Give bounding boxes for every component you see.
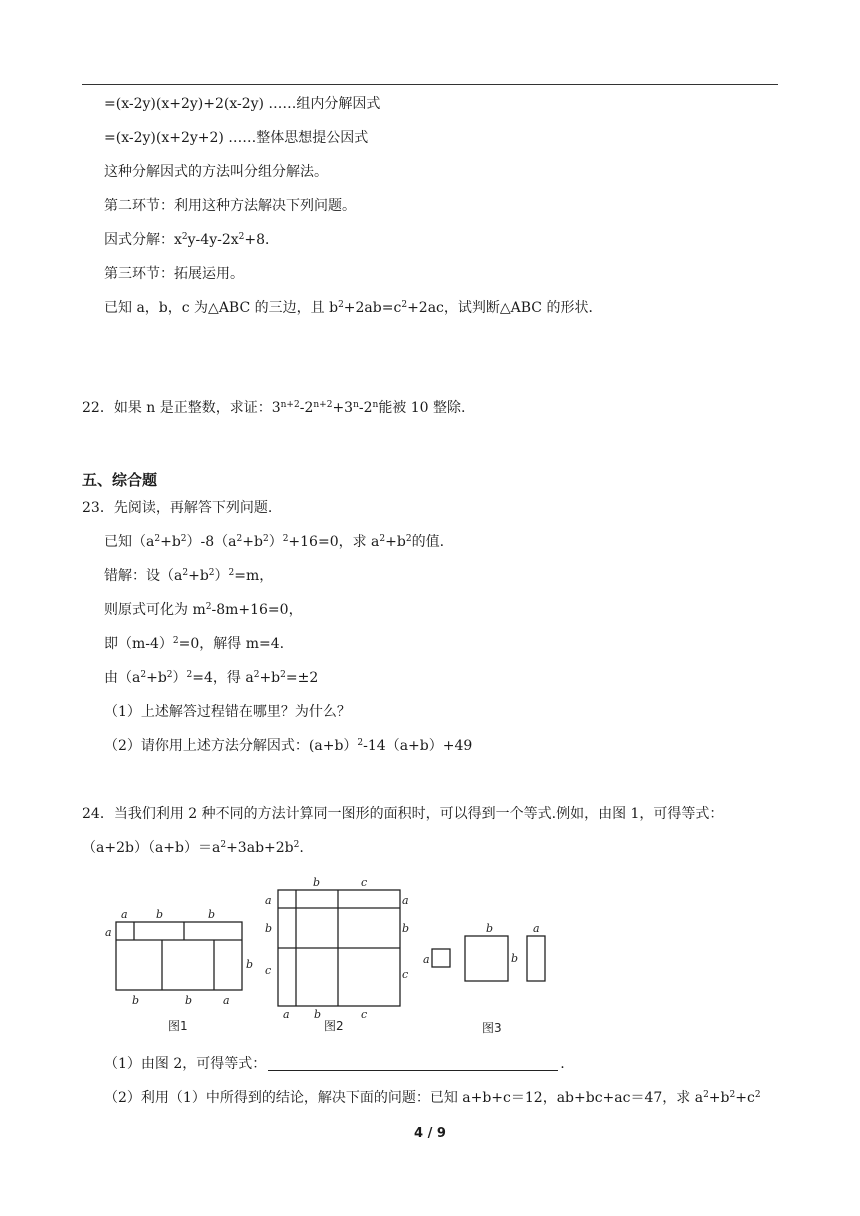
fig3-small-label: a (423, 953, 430, 966)
question-24-intro: 24．当我们利用 2 种不同的方法计算同一图形的面积时，可以得到一个等式.例如，由图 1，可得等式： (82, 806, 724, 822)
triangle-task: 已知 a，b，c 为△ABC 的三边，且 $b^2+2ab=c^2+2ac$，试判断△ABC 的形状． (104, 300, 603, 316)
header-rule (82, 84, 778, 85)
figure-2 (265, 876, 409, 1033)
q23-line3: 则原式可化为 $m^2-8m+16=0$， (104, 602, 303, 618)
question-23-intro: 23．先阅读，再解答下列问题. (82, 500, 273, 516)
fig2-right-label: c (402, 968, 409, 981)
q24-example-equation: $(a+2b)(a+b)=a^2+3ab+2b^2$. (82, 840, 304, 856)
section3-title: 第三环节：拓展运用。 (104, 266, 244, 282)
fig2-bottom-label: a (283, 1008, 290, 1021)
question-22: 22．如果 n 是正整数，求证：$3^{n+2}-2^{n+2}+3^n-2^n$能被 10 整除. (82, 400, 466, 416)
fig1-caption: 图1 (168, 1019, 188, 1033)
q23-part1: （1）上述解答过程错在哪里？为什么？ (104, 704, 351, 720)
fig1-top-label: a (121, 908, 128, 921)
q24-part2: （2）利用（1）中所得到的结论，解决下面的问题：已知 a+b+c＝12，ab+bc+ac＝47，求 $a^2+b^2+c^2$ (104, 1090, 761, 1106)
q23-line4: 即$(m-4)^2=0$，解得 m=4. (104, 636, 285, 652)
q23-line1: 已知$(a^2+b^2)-8(a^2+b^2)^2+16=0$，求 $a^2+b^2$的值. (104, 534, 445, 550)
fig2-left-label: b (265, 922, 273, 935)
continued-step2: =(x-2y)(x+2y+2) ……整体思想提公因式 (104, 130, 369, 146)
figures-diagram (96, 870, 576, 1040)
figure-3 (423, 922, 545, 1035)
fig3-square-right: b (511, 952, 519, 965)
continued-step1: =(x-2y)(x+2y)+2(x-2y) ……组内分解因式 (104, 96, 381, 112)
q23-part2: （2）请你用上述方法分解因式：(a+b）$^2$-14（a+b）+49 (104, 738, 473, 754)
fig2-left-label: a (265, 894, 272, 907)
fig2-bottom-label: c (361, 1008, 368, 1021)
fig2-left-label: c (265, 964, 272, 977)
fig3-square-top: b (486, 922, 494, 935)
fig1-bottom-label: a (223, 994, 230, 1007)
fig2-right-label: a (402, 894, 409, 907)
fig3-caption: 图3 (482, 1021, 502, 1035)
fig1-left-label: a (105, 926, 112, 939)
fig2-caption: 图2 (324, 1019, 344, 1033)
fig2-top-label: b (313, 876, 321, 889)
q23-line2: 错解：设$(a^2+b^2)^2=m$， (104, 568, 274, 584)
fig3-rect-top: a (533, 922, 540, 935)
fig2-bottom-label: b (314, 1008, 322, 1021)
fig1-top-label: b (156, 908, 164, 921)
fig1-right-label: b (246, 958, 254, 971)
fig2-right-label: b (402, 922, 410, 935)
fig1-top-label: b (208, 908, 216, 921)
q24-part1: （1）由图 2，可得等式： . (104, 1056, 565, 1072)
q23-line5: 由$(a^2+b^2)^2=4$，得 $a^2+b^2=\pm 2$ (104, 670, 319, 686)
method-name: 这种分解因式的方法叫分组分解法。 (104, 164, 328, 180)
fig2-top-label: c (361, 876, 368, 889)
section2-title: 第二环节：利用这种方法解决下列问题。 (104, 198, 356, 214)
figure-1 (105, 908, 253, 1033)
factor-task: 因式分解：$x^2y-4y-2x^2+8$． (104, 232, 280, 248)
answer-blank[interactable] (268, 1056, 558, 1071)
fig1-bottom-label: b (132, 994, 140, 1007)
section-title: 五、综合题 (82, 471, 158, 489)
fig1-bottom-label: b (185, 994, 193, 1007)
page-number: 4 / 9 (414, 1126, 446, 1141)
